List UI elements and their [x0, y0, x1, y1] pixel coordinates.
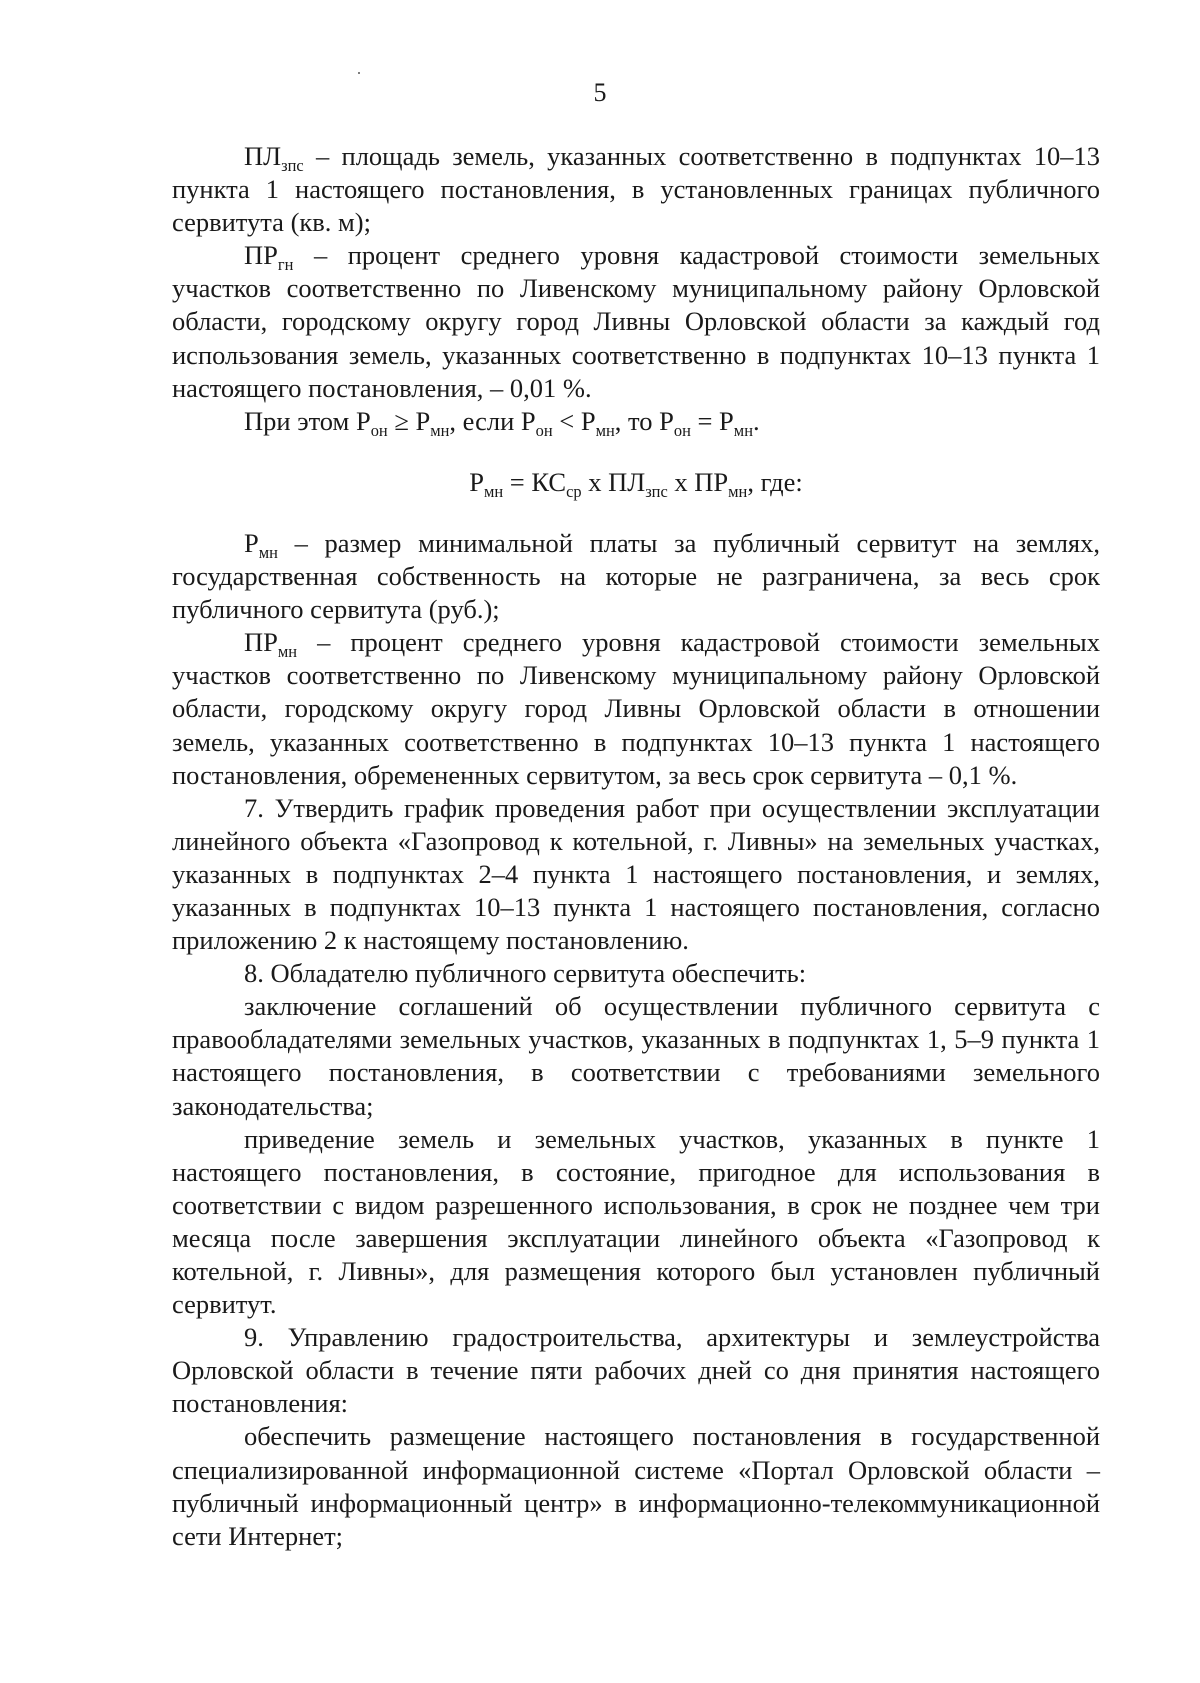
paragraph-item-8: 8. Обладателю публичного сервитута обеспечить: [244, 958, 807, 989]
condition-text: < Р [552, 405, 596, 436]
page-number: 5 [593, 78, 607, 107]
symbol-subscript: гн [277, 255, 294, 275]
paragraph-item-8-agreements: заключение соглашений об осуществлении публичного сервитута с правообладателями земельных участков, указанных в подпунктах 1, 5–9 пункта 1 настоящего постановления, в соответствии с требованиями земельного законодательства; [172, 991, 1100, 1121]
paragraph-text: – размер минимальной платы за публичный сервитут на землях, государственная собственность на которые не разграничена, за весь срок публичного сервитута (руб.); [172, 527, 1100, 625]
paragraph-item-9-publication: обеспечить размещение настоящего постановления в государственной специализированной информационной системе «Портал Орловской области – публичный информационный центр» в информационно-телекоммуникационной сети Интернет; [172, 1421, 1100, 1551]
formula-text: х ПР [667, 466, 729, 497]
formula [172, 466, 1100, 499]
formula-text: х ПЛ [581, 466, 646, 497]
condition-text: При этом Р [244, 405, 371, 436]
condition-text: = Р [690, 405, 734, 436]
formula-text: = КС [503, 466, 567, 497]
symbol-subscript: мн [595, 420, 615, 440]
paragraph-condition [172, 405, 1100, 438]
scan-speck [358, 72, 360, 74]
symbol-subscript: зпс [645, 481, 668, 501]
symbol-subscript: ср [566, 481, 582, 501]
symbol-subscript: мн [258, 542, 278, 562]
paragraph-pr-mn [172, 626, 1100, 791]
formula-text: Р [469, 466, 484, 497]
symbol-pr: ПР [244, 240, 278, 271]
symbol-subscript: зпс [281, 155, 304, 175]
symbol-subscript: мн [430, 420, 450, 440]
paragraph-item-8-restoration: приведение земель и земельных участков, указанных в пункте 1 настоящего постановления, в состояние, пригодное для использования в соответствии с видом разрешенного использования, в срок не позднее чем три месяца после завершения эксплуатации линейного объекта «Газопровод к котельной, г. Ливны», для размещения которого был установлен публичный сервитут. [172, 1123, 1100, 1320]
paragraph-text: – процент среднего уровня кадастровой стоимости земельных участков соответственно по Ливенскому муниципальному району Орловской области, городскому округу город Ливны Орловской области за каждый год использования земель, указанных соответственно в подпунктах 10–13 пункта 1 настоящего постановления, – 0,01 %. [172, 240, 1100, 403]
formula-text: , где: [747, 466, 803, 497]
paragraph-item-9: 9. Управлению градостроительства, архитектуры и землеустройства Орловской области в течение пяти рабочих дней со дня принятия настоящего постановления: [172, 1322, 1100, 1419]
paragraph-pr-gn [172, 239, 1100, 404]
symbol-subscript: мн [733, 420, 753, 440]
paragraph-item-7: 7. Утвердить график проведения работ при осуществлении эксплуатации линейного объекта «Газопровод к котельной, г. Ливны» на земельных участках, указанных в подпунктах 2–4 пункта 1 настоящего постановления, и землях, указанных в подпунктах 10–13 пункта 1 настоящего постановления, согласно приложению 2 к настоящему постановлению. [172, 792, 1100, 956]
symbol-subscript: он [370, 420, 388, 440]
paragraph-text: – площадь земель, указанных соответственно в подпунктах 10–13 пункта 1 настоящего постановления, в установленных границах публичного сервитута (кв. м); [172, 141, 1100, 238]
condition-text: , если Р [449, 405, 536, 436]
paragraph-text: – процент среднего уровня кадастровой стоимости земельных участков соответственно по Ливенскому муниципальному району Орловской области, городскому округу город Ливны Орловской области в отношении земель, указанных соответственно в подпунктах 10–13 пункта 1 настоящего постановления, обремененных сервитутом, за весь срок сервитута – 0,1 %. [172, 627, 1100, 790]
symbol-subscript: мн [483, 481, 504, 501]
paragraph-r-mn [172, 527, 1100, 626]
symbol-subscript: он [673, 420, 691, 440]
symbol-subscript: он [535, 420, 553, 440]
paragraph-pl-zps [172, 140, 1100, 239]
condition-text: ≥ Р [387, 405, 431, 436]
condition-text: , то Р [614, 405, 674, 436]
symbol-subscript: мн [728, 481, 748, 501]
symbol-subscript: мн [277, 641, 298, 661]
document-body [172, 140, 1100, 1553]
symbol-r: Р [244, 527, 259, 558]
symbol-pl: ПЛ [244, 141, 282, 171]
symbol-pr: ПР [244, 627, 278, 658]
condition-text: . [752, 405, 760, 436]
